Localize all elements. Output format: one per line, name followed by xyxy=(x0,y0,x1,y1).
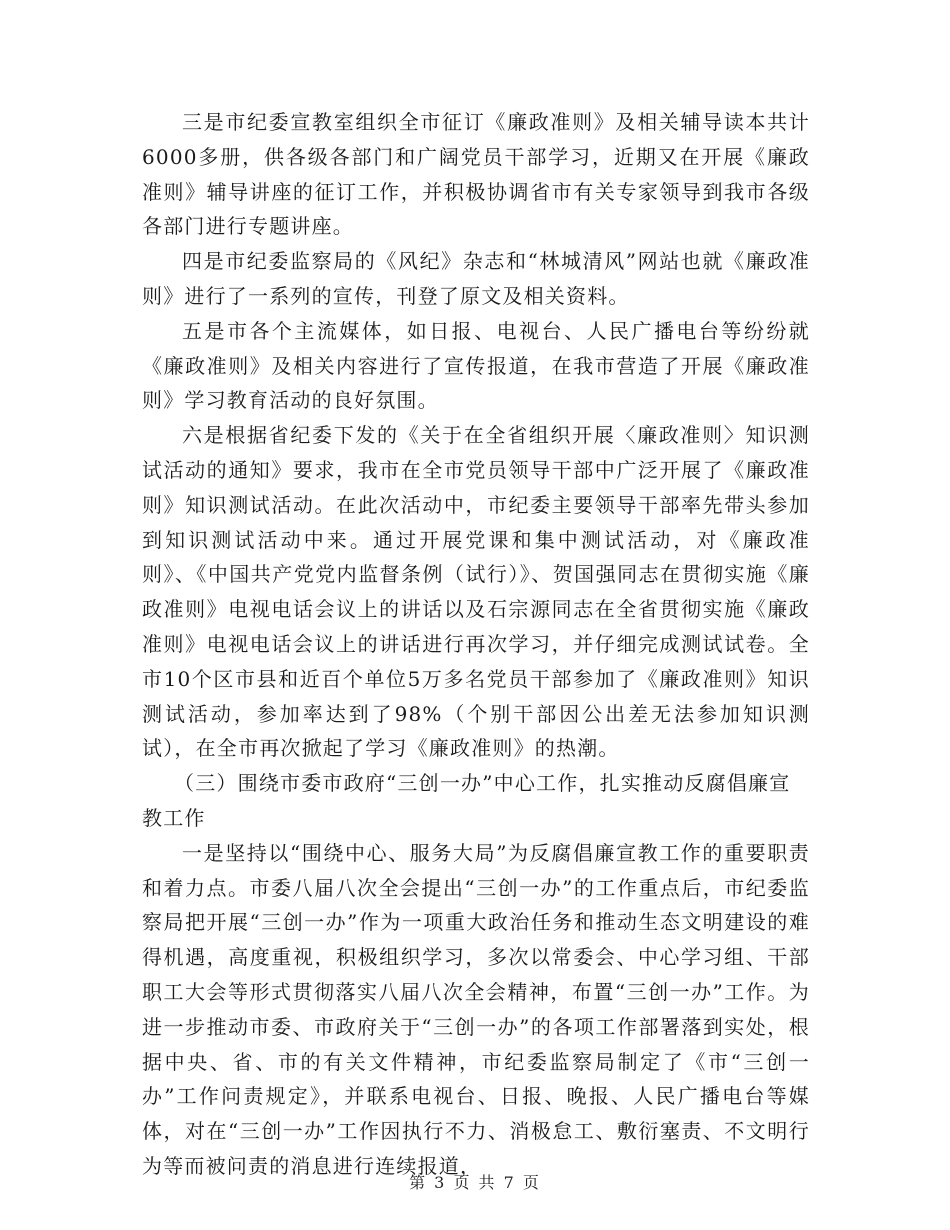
paragraph-three: 三是市纪委宣教室组织全市征订《廉政准则》及相关辅导读本共计6000多册，供各级各部门和广阔党员干部学习，近期又在开展《廉政准则》辅导讲座的征订工作，并积极协调省市有关专家领导到我市各级各部门进行专题讲座。 xyxy=(142,110,810,239)
paragraph-five: 五是市各个主流媒体，如日报、电视台、人民广播电台等纷纷就《廉政准则》及相关内容进行了宣传报道，在我市营造了开展《廉政准则》学习教育活动的良好氛围。 xyxy=(142,318,810,413)
paragraph-six: 六是根据省纪委下发的《关于在全省组织开展〈廉政准则〉知识测试活动的通知》要求，我市在全市党员领导干部中广泛开展了《廉政准则》知识测试活动。在此次活动中，市纪委主要领导干部率先带头参加到知识测试活动中来。通过开展党课和集中测试活动，对《廉政准则》、《中国共产党党内监督条例（试行）》、贺国强同志在贯彻实施《廉政准则》电视电话会议上的讲话以及石宗源同志在全省贯彻实施《廉政准则》电视电话会议上的讲话进行再次学习，并仔细完成测试试卷。全市10个区市县和近百个单位5万多名党员干部参加了《廉政准则》知识测试活动，参加率达到了98%（个别干部因公出差无法参加知识测试），在全市再次掀起了学习《廉政准则》的热潮。 xyxy=(142,423,810,761)
document-body xyxy=(142,105,810,1184)
paragraph-four: 四是市纪委监察局的《风纪》杂志和“林城清风”网站也就《廉政准则》进行了一系列的宣传，刊登了原文及相关资料。 xyxy=(142,249,810,308)
section-heading: （三）围绕市委市政府“三创一办”中心工作，扎实推动反腐倡廉宣教工作 xyxy=(142,771,791,830)
paragraph-one-after-heading: 一是坚持以“围绕中心、服务大局”为反腐倡廉宣教工作的重要职责和着力点。市委八届八次全会提出“三创一办”的工作重点后，市纪委监察局把开展“三创一办”作为一项重大政治任务和推动生态文明建设的难得机遇，高度重视，积极组织学习，多次以常委会、中心学习组、干部职工大会等形式贯彻落实八届八次全会精神，布置“三创一办”工作。为进一步推动市委、市政府关于“三创一办”的各项工作部署落到实处，根据中央、省、市的有关文件精神，市纪委监察局制定了《市“三创一办”工作问责规定》，并联系电视台、日报、晚报、人民广播电台等媒体，对在“三创一办”工作因执行不力、消极怠工、敷衍塞责、不文明行为等而被问责的消息进行连续报道， xyxy=(142,840,810,1178)
page-number-footer: 第 3 页 共 7 页 xyxy=(409,1173,541,1192)
